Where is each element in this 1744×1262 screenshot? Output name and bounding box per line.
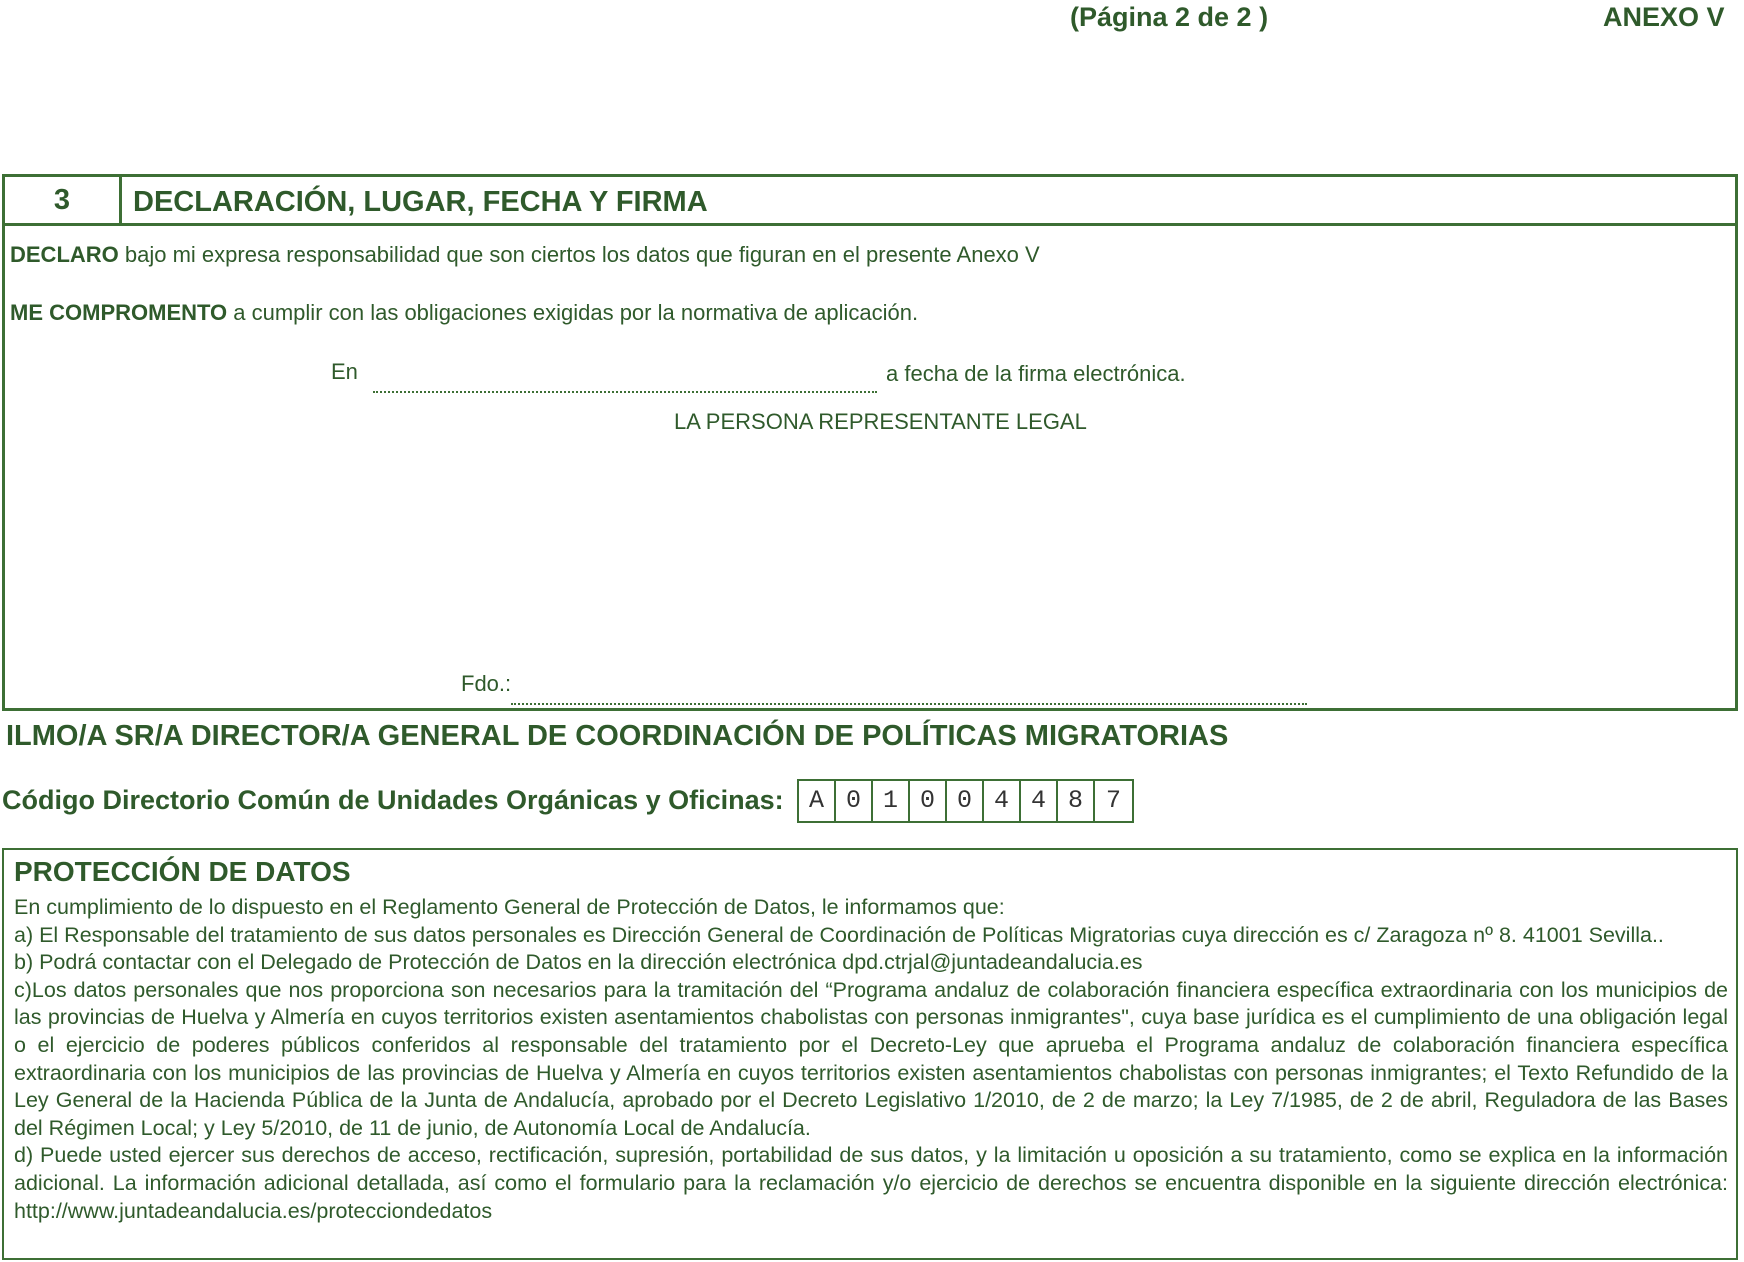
annex-label: ANEXO V [1603, 2, 1725, 32]
dir3-code-label: Código Directorio Común de Unidades Orgánicas y Oficinas: [2, 785, 784, 815]
data-protection-item-b: b) Podrá contactar con el Delegado de Protección de Datos en la dirección electrónica dpd.ctrjal@juntadeandalucia.es [14, 950, 1143, 975]
code-char: 0 [836, 781, 873, 821]
data-protection-intro: En cumplimiento de lo dispuesto en el Reglamento General de Protección de Datos, le informamos que: [14, 895, 1005, 919]
declaro-statement [10, 242, 1040, 268]
signature-label: Fdo.: [461, 671, 512, 696]
code-char: 0 [910, 781, 947, 821]
data-protection-title: PROTECCIÓN DE DATOS [14, 856, 351, 887]
signature-field[interactable] [511, 703, 1307, 705]
declaro-keyword: DECLARO [10, 242, 119, 267]
code-char: 0 [947, 781, 984, 821]
code-char: 4 [1021, 781, 1058, 821]
page-number-label: (Página 2 de 2 ) [1070, 2, 1269, 32]
data-protection-body [14, 894, 1728, 1225]
data-protection-item-a: a) El Responsable del tratamiento de sus datos personales es Dirección General de Coordinación de Políticas Migratorias cuya dirección es c/ Zaragoza nº 8. 41001 Sevilla.. [14, 922, 1664, 947]
declaro-text: bajo mi expresa responsabilidad que son ciertos los datos que figuran en el presente Anexo V [118, 242, 1040, 267]
representative-label: LA PERSONA REPRESENTANTE LEGAL [674, 409, 1087, 434]
compromento-keyword: ME COMPROMENTO [10, 300, 228, 325]
code-char: 4 [984, 781, 1021, 821]
dir3-code-boxes [797, 779, 1134, 823]
section-header [5, 177, 1735, 226]
declaration-section [2, 174, 1738, 711]
recipient-heading: ILMO/A SR/A DIRECTOR/A GENERAL DE COORDINACIÓN DE POLÍTICAS MIGRATORIAS [6, 720, 1229, 752]
place-label: En [331, 359, 358, 384]
date-text: a fecha de la firma electrónica. [886, 361, 1186, 386]
compromento-text: a cumplir con las obligaciones exigidas por la normativa de aplicación. [227, 300, 919, 325]
data-protection-section [2, 848, 1738, 1260]
section-number: 3 [5, 177, 122, 223]
place-field[interactable] [373, 391, 877, 393]
data-protection-item-c: c)Los datos personales que nos proporciona son necesarios para la tramitación del “Programa andaluz de colaboración financiera específica extraordinaria con los municipios de las provincias de Huelva y Almería en cuyos territorios existen asentamientos chabolistas con personas inmigrantes", cuya base jurídica es el cumplimiento de una obligación legal o el ejercicio de poderes públicos conferidos al responsable del tratamiento por el Decreto-Ley que aprueba el Programa andaluz de colaboración financiera específica extraordinaria con los municipios de las provincias de Huelva y Almería en cuyos territorios existen asentamientos chabolistas con personas inmigrantes; el Texto Refundido de la Ley General de la Hacienda Pública de la Junta de Andalucía, aprobado por el Decreto Legislativo 1/2010, de 2 de marzo; la Ley 7/1985, de 2 de abril, Reguladora de las Bases del Régimen Local; y Ley 5/2010, de 11 de junio, de Autonomía Local de Andalucía. [14, 977, 1728, 1140]
code-char: 8 [1058, 781, 1095, 821]
compromento-statement [10, 300, 918, 326]
data-protection-item-d: d) Puede usted ejercer sus derechos de acceso, rectificación, supresión, portabilidad de sus datos, y la limitación u oposición a su tratamiento, como se explica en la información adicional. La información adicional detallada, así como el formulario para la reclamación y/o ejercicio de derechos se encuentra disponible en la siguiente dirección electrónica: http://www.juntadeandalucia.es/protecciondedatos [14, 1143, 1728, 1223]
code-char: 1 [873, 781, 910, 821]
section-title: DECLARACIÓN, LUGAR, FECHA Y FIRMA [133, 186, 708, 218]
code-char: A [799, 781, 836, 821]
code-char: 7 [1105, 786, 1121, 815]
